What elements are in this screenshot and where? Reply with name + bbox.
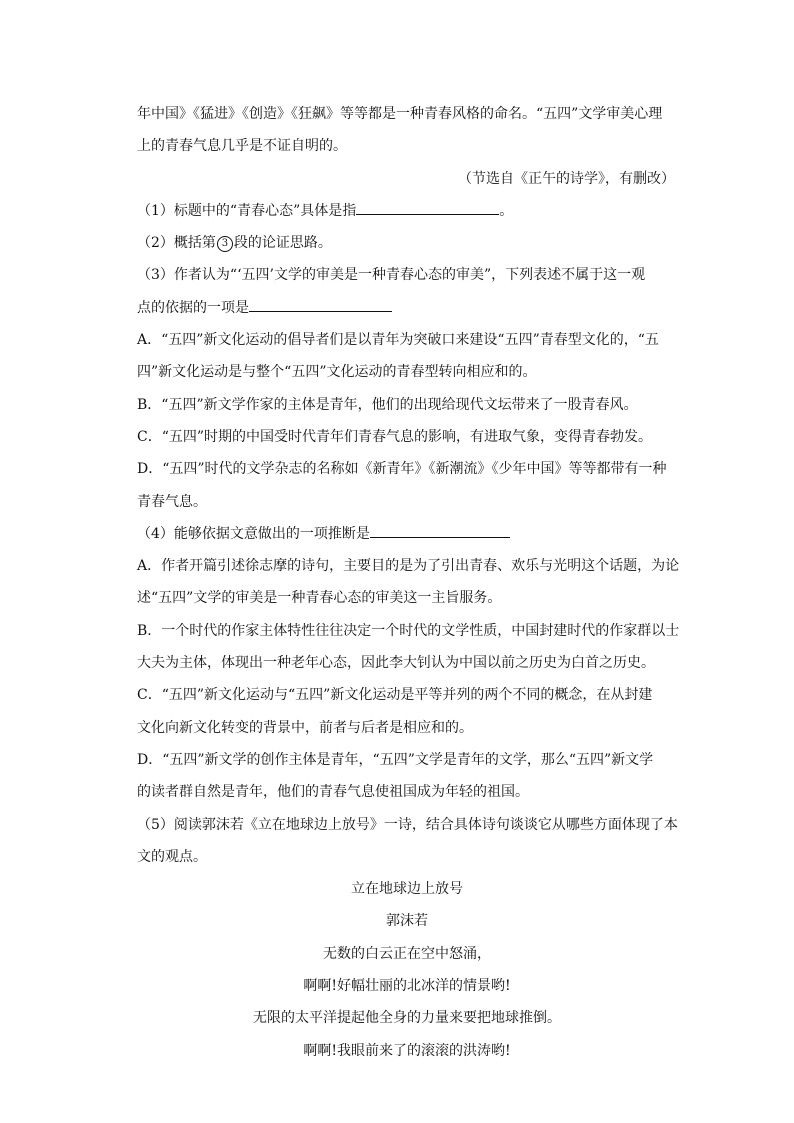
- option-b-cont: 大夫为主体，体现出一种老年心态，因此李大钊认为中国以前之历史为白首之历史。: [137, 655, 655, 672]
- question-4-text: （4）能够依据文意做出的一项推断是: [137, 525, 370, 542]
- option-a-cont: 四”新文化运动是与整个“五四”文化运动的青春型转向相应和的。: [137, 364, 537, 381]
- option-b: B．“五四”新文学作家的主体是青年，他们的出现给现代文坛带来了一股青春风。: [137, 396, 638, 413]
- option-c-cont: 文化向新文化转变的背景中，前者与后者是相应和的。: [137, 719, 473, 736]
- option-a: A．作者开篇引述徐志摩的诗句，主要目的是为了引出青春、欢乐与光明这个话题，为论: [137, 558, 680, 575]
- passage-line: 年中国》《猛进》《创造》《狂飙》等等都是一种青春风格的命名。“五四”文学审美心理: [137, 106, 663, 122]
- option-d: D．“五四”新文学的创作主体是青年，“五四”文学是青年的文学，那么“五四”新文学: [137, 751, 654, 768]
- option-b: B．一个时代的作家主体特性往往决定一个时代的文学性质，中国封建时代的作家群以士: [137, 622, 680, 639]
- question-2-text: （2）概括第: [137, 235, 216, 252]
- option-a-cont: 述“五四”文学的审美是一种青春心态的审美这一主旨服务。: [137, 590, 502, 607]
- option-d: D．“五四”时代的文学杂志的名称如《新青年》《新潮流》《少年中国》等等都带有一种: [137, 461, 667, 478]
- source-note: （节选自《正午的诗学》，有删改）: [458, 170, 675, 187]
- option-c: C．“五四”新文化运动与“五四”新文化运动是平等并列的两个不同的概念，在从封建: [137, 687, 653, 704]
- question-1-suffix: 。: [499, 202, 514, 219]
- answer-blank: [249, 295, 392, 312]
- question-1: [137, 195, 677, 227]
- question-3-stem: （3）作者认为“‘五四’文学的审美是一种青春心态的审美”，下列表述不属于这一观: [137, 267, 646, 284]
- poem-line: 无限的太平洋提起他全身的力量来要把地球推倒。: [253, 1010, 561, 1027]
- question-2: [137, 227, 677, 259]
- question-5-stem-cont: 文的观点。: [137, 848, 207, 865]
- poem-line: 啊啊!我眼前来了的滚滚的洪涛哟!: [303, 1042, 511, 1059]
- question-3-stem-cont: [137, 292, 677, 324]
- poem-author: 郭沫若: [386, 913, 428, 930]
- poem-title: 立在地球边上放号: [351, 881, 463, 898]
- question-2-suffix: 段的论证思路。: [233, 235, 332, 252]
- option-a: A．“五四”新文化运动的倡导者们是以青年为突破口来建设“五四”青春型文化的，“五: [137, 332, 659, 349]
- option-d-cont: 的读者群自然是青年，他们的青春气息使祖国成为年轻的祖国。: [137, 784, 529, 801]
- option-d-cont: 青春气息。: [137, 493, 207, 510]
- option-c: C．“五四”时期的中国受时代青年们青春气息的影响，有进取气象，变得青春勃发。: [137, 428, 653, 445]
- passage-line: 上的青春气息几乎是不证自明的。: [137, 138, 347, 155]
- answer-blank: [370, 521, 510, 538]
- question-5-stem: （5）阅读郭沫若《立在地球边上放号》一诗，结合具体诗句谈谈它从哪些方面体现了本: [137, 816, 678, 833]
- circled-number: 3: [217, 236, 233, 252]
- poem-line: 无数的白云正在空中怒涌，: [323, 945, 491, 962]
- poem-line: 啊啊!好幅壮丽的北冰洋的情景哟!: [303, 978, 511, 995]
- answer-blank: [356, 198, 499, 215]
- question-4-stem: [137, 518, 677, 550]
- question-3-text: 点的依据的一项是: [137, 299, 249, 316]
- question-1-text: （1）标题中的“青春心态”具体是指: [137, 202, 357, 219]
- document-page: [137, 98, 680, 1067]
